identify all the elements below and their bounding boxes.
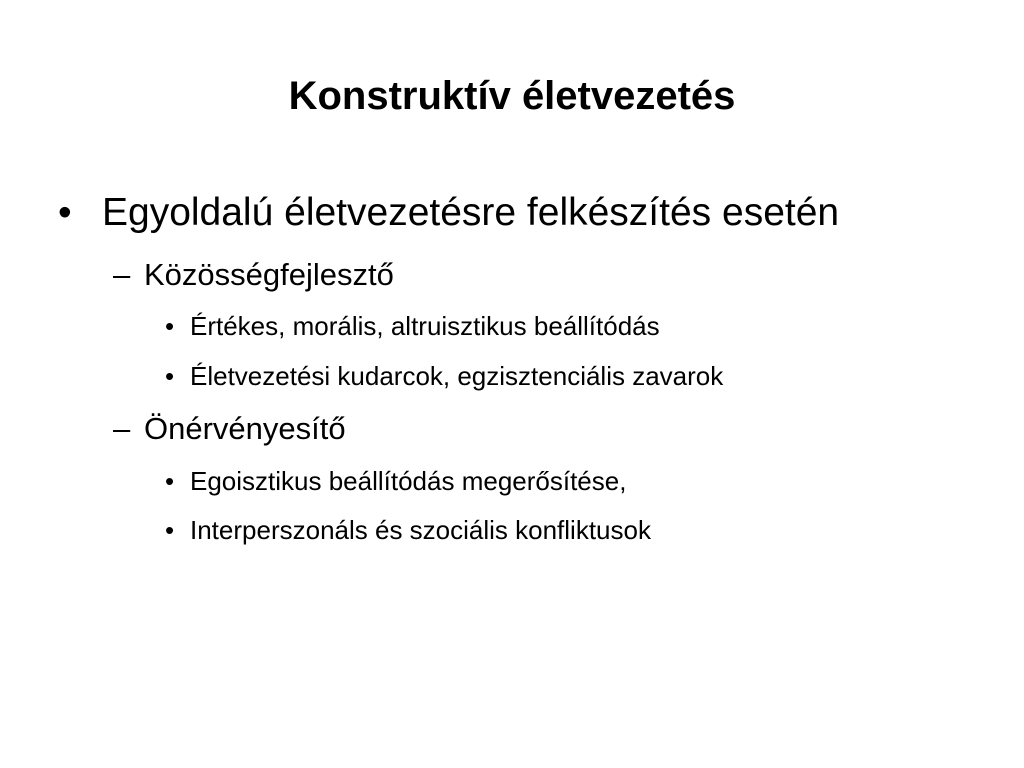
bullet-text: Értékes, morális, altruisztikus beállítódás bbox=[190, 311, 660, 341]
bullet-text: Életvezetési kudarcok, egzisztenciális zavarok bbox=[190, 361, 724, 391]
slide-title: Konstruktív életvezetés bbox=[288, 74, 736, 118]
dash-marker: – bbox=[113, 257, 131, 292]
bullet-marker: • bbox=[58, 191, 72, 234]
bullet-text: Egyoldalú életvezetésre felkészítés esetén bbox=[102, 191, 840, 234]
dash-marker: – bbox=[113, 411, 131, 446]
bullet-marker: • bbox=[165, 311, 175, 341]
bullet-marker: • bbox=[165, 361, 175, 391]
bullet-text: Interperszonáls és szociális konfliktusok bbox=[190, 515, 651, 545]
bullet-marker: • bbox=[165, 515, 175, 545]
bullet-text: Közösségfejlesztő bbox=[144, 257, 394, 292]
bullet-text: Önérvényesítő bbox=[144, 411, 346, 446]
bullet-text: Egoisztikus beállítódás megerősítése, bbox=[190, 466, 627, 496]
bullet-marker: • bbox=[165, 466, 175, 496]
